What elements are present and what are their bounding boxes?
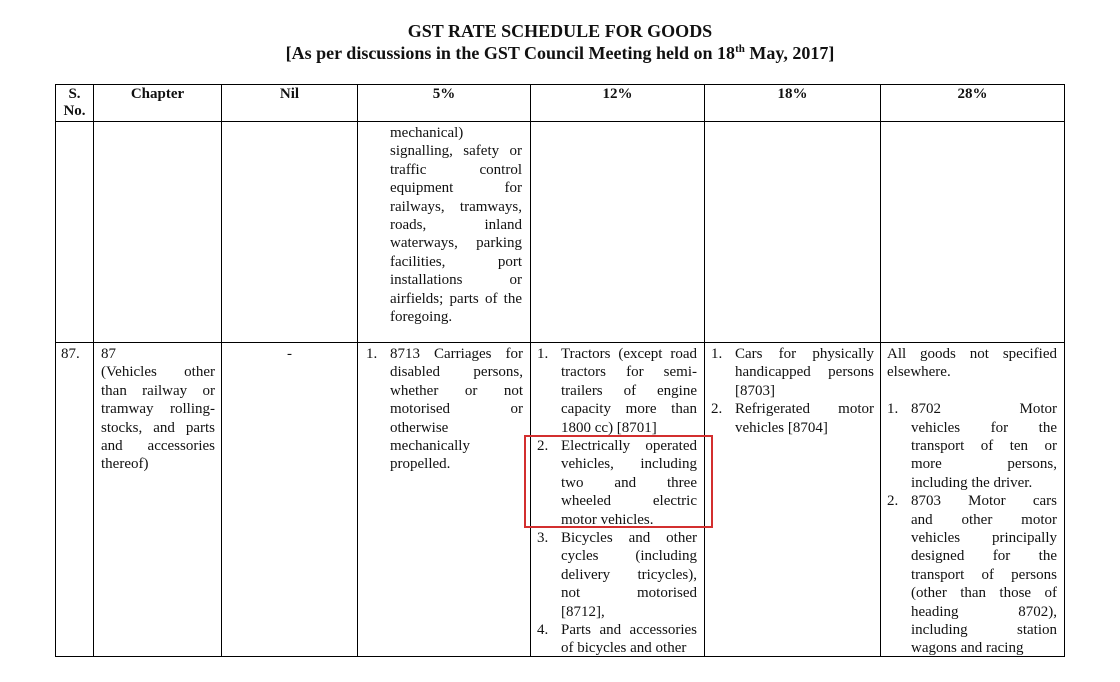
col-line-7 xyxy=(1064,84,1065,657)
row2-chapter-line: thereof) xyxy=(101,456,149,473)
col-line-3 xyxy=(357,84,358,657)
row2-12pct-item-line: two and three xyxy=(561,474,697,491)
row2-5pct-num: 1. xyxy=(366,346,378,362)
row2-12pct-item-line: capacity more than xyxy=(561,401,697,418)
row2-28pct-item-line: heading 8702), xyxy=(911,603,1057,620)
row2-chapter-line: tramway rolling- xyxy=(101,401,215,418)
row2-12pct-item-number: 4. xyxy=(537,622,549,638)
row1-5pct-line: equipment for xyxy=(390,180,522,197)
row2-12pct-item-line: cycles (including xyxy=(561,548,697,565)
row2-18pct-item-line: handicapped persons xyxy=(735,364,874,381)
row2-12pct-item-line: Tractors (except road xyxy=(561,346,697,362)
row2-12pct-item-line: 1800 cc) [8701] xyxy=(561,419,657,436)
row1-5pct-line: mechanical) xyxy=(390,125,464,141)
row1-5pct-line: railways, tramways, xyxy=(390,198,522,215)
row2-12pct-item-line: Bicycles and other xyxy=(561,530,697,546)
row2-28pct-item-line: designed for the xyxy=(911,548,1057,565)
row2-5pct-line: mechanically xyxy=(390,438,470,455)
header-sno-line2: No. xyxy=(63,103,86,119)
document-title: GST RATE SCHEDULE FOR GOODS xyxy=(407,21,713,41)
col-line-6 xyxy=(880,84,881,657)
col-line-5 xyxy=(704,84,705,657)
row2-28pct-item xyxy=(911,492,1057,658)
row2-chapter-cell xyxy=(101,345,215,474)
row2-5pct-line: otherwise xyxy=(390,419,449,436)
subtitle-text-end: May, 2017] xyxy=(744,43,835,63)
row2-28pct-item-line: (other than those of xyxy=(911,585,1057,602)
col-line-0 xyxy=(55,84,56,657)
col-line-2 xyxy=(221,84,222,657)
row1-5pct-line: installations or xyxy=(390,272,522,289)
row2-12pct-item-line: motor vehicles. xyxy=(561,511,654,528)
row2-28pct-item-line: vehicles principally xyxy=(911,530,1057,546)
row1-5pct-line: foregoing. xyxy=(390,309,453,326)
header-18pct: 18% xyxy=(777,86,808,102)
row1-5pct-line: traffic control xyxy=(390,161,522,178)
row2-12pct-item-number: 2. xyxy=(537,438,549,454)
header-12pct: 12% xyxy=(602,86,633,102)
row2-18pct-item xyxy=(735,345,874,400)
col-line-4 xyxy=(530,84,531,657)
header-sno xyxy=(56,86,93,120)
row2-18pct-item-line: Cars for physically xyxy=(735,346,874,362)
header-divider xyxy=(55,121,1065,122)
row2-28pct-item-line: transport of ten or xyxy=(911,438,1057,454)
row2-12pct-item-line: Electrically operated xyxy=(561,438,697,454)
row2-12pct-item xyxy=(561,345,697,437)
row2-28pct-intro-line: All goods not specified xyxy=(887,346,1057,362)
row1-5pct-line: waterways, parking xyxy=(390,235,522,252)
header-nil: Nil xyxy=(279,86,300,102)
row2-12pct-item-line: tractors for semi- xyxy=(561,364,697,381)
row2-28pct-item-line: including the driver. xyxy=(911,474,1033,491)
document-subtitle xyxy=(0,42,1120,64)
header-sno-line1: S. xyxy=(68,86,81,102)
row2-5pct-line: whether or not xyxy=(390,382,523,399)
row2-12pct-item-line: wheeled electric xyxy=(561,493,697,510)
row2-28pct-item-line: including station xyxy=(911,622,1057,639)
row1-5pct-line: airfields; parts of the xyxy=(390,290,522,307)
row2-28pct-item-line: transport of persons xyxy=(911,566,1057,583)
row2-5pct-line: 8713 Carriages for xyxy=(390,346,523,362)
row2-12pct-item-line: delivery tricycles), xyxy=(561,566,697,583)
row-divider xyxy=(55,342,1065,343)
row2-sno: 87. xyxy=(61,346,80,362)
row2-28pct-item-number: 1. xyxy=(887,401,899,418)
row2-28pct-item-line: vehicles for the xyxy=(911,419,1057,436)
row2-12pct-item-number: 1. xyxy=(537,346,549,362)
table-border-top xyxy=(55,84,1065,85)
row2-12pct-item-number: 3. xyxy=(537,530,549,546)
row2-18pct-item-line: [8703] xyxy=(735,382,775,399)
row2-18pct-item xyxy=(735,400,874,437)
row2-28pct-item-line: and other motor xyxy=(911,511,1057,528)
row2-18pct-item-line: vehicles [8704] xyxy=(735,419,828,436)
row2-28pct-item-line: more persons, xyxy=(911,456,1057,473)
row2-5pct-cell xyxy=(390,345,523,474)
subtitle-superscript: th xyxy=(735,43,745,55)
row2-18pct-item-number: 2. xyxy=(711,401,723,418)
row1-5pct-cell xyxy=(390,124,522,326)
row2-28pct-intro xyxy=(887,345,1057,382)
row2-12pct-item-line: vehicles, including xyxy=(561,456,697,473)
row2-28pct-intro-line: elsewhere. xyxy=(887,364,951,381)
row2-28pct-item xyxy=(911,400,1057,492)
header-chapter: Chapter xyxy=(130,86,185,102)
header-28pct: 28% xyxy=(957,86,988,102)
row1-5pct-line: signalling, safety or xyxy=(390,143,522,160)
row2-12pct-item-line: trailers of engine xyxy=(561,382,697,399)
row2-18pct-item-number: 1. xyxy=(711,346,723,362)
row2-5pct-line: disabled persons, xyxy=(390,364,523,381)
row2-28pct-item-line: 8703 Motor cars xyxy=(911,493,1057,510)
row2-12pct-item-line: of bicycles and other xyxy=(561,640,687,657)
row2-28pct-item-line: 8702 Motor xyxy=(911,401,1057,418)
col-line-1 xyxy=(93,84,94,657)
row2-28pct-item-number: 2. xyxy=(887,493,899,510)
row2-chapter-line: and accessories xyxy=(101,438,215,455)
row2-nil-cell: - xyxy=(287,346,292,362)
subtitle-text: [As per discussions in the GST Council Meeting held on 18 xyxy=(285,43,736,63)
row2-12pct-item xyxy=(561,529,697,621)
row2-12pct-item xyxy=(561,621,697,658)
row1-5pct-line: facilities, port xyxy=(390,253,522,270)
row2-chapter-line: than railway or xyxy=(101,382,215,399)
row2-5pct-line: propelled. xyxy=(390,456,451,473)
highlight-box xyxy=(524,435,713,528)
row1-5pct-line: roads, inland xyxy=(390,217,522,234)
row2-12pct-item-line: not motorised xyxy=(561,585,697,602)
row2-chapter-line: 87 xyxy=(101,346,116,362)
header-5pct: 5% xyxy=(432,86,456,102)
row2-chapter-line: (Vehicles other xyxy=(101,364,215,381)
row2-18pct-item-line: Refrigerated motor xyxy=(735,401,874,418)
row2-12pct-item-line: Parts and accessories xyxy=(561,622,697,638)
row2-28pct-item-line: wagons and racing xyxy=(911,640,1024,657)
row2-chapter-line: stocks, and parts xyxy=(101,419,215,436)
row2-12pct-item-line: [8712], xyxy=(561,603,605,620)
row2-5pct-line: motorised or xyxy=(390,401,523,418)
